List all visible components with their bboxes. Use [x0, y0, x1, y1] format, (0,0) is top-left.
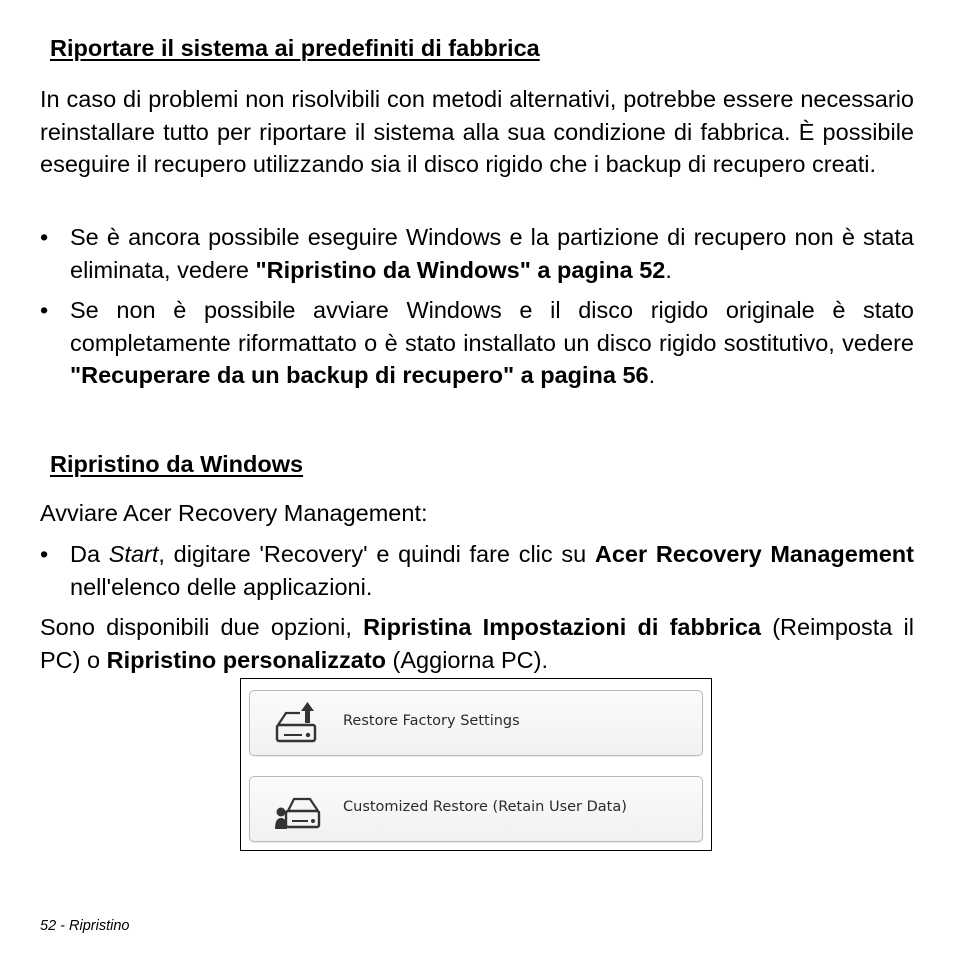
section-heading-factory-reset: Riportare il sistema ai predefiniti di fabbrica: [50, 35, 540, 61]
bullet-dot: •: [40, 297, 49, 323]
option-label: Customized Restore (Retain User Data): [343, 799, 627, 815]
bullet-dot: •: [40, 224, 49, 250]
customized-restore-button[interactable]: [249, 776, 703, 842]
restore-factory-settings-button[interactable]: [249, 690, 703, 756]
drive-user-icon: [274, 787, 322, 833]
list-item: • Da Start, digitare 'Recovery' e quindi fare clic su Acer Recovery Management nell'elenco delle applicazioni.: [40, 538, 914, 603]
cross-reference-link[interactable]: "Recuperare da un backup di recupero" a pagina 56: [70, 362, 649, 388]
option-label: Restore Factory Settings: [343, 713, 520, 729]
bullet-dot: •: [40, 541, 49, 567]
recovery-options-screenshot: [240, 678, 712, 851]
options-paragraph: Sono disponibili due opzioni, Ripristina Impostazioni di fabbrica (Reimposta il PC) o Ripristino personalizzato (Aggiorna PC).: [40, 614, 914, 673]
drive-upload-icon: [274, 701, 322, 747]
section-heading-windows-restore: Ripristino da Windows: [50, 451, 304, 477]
cross-reference-link[interactable]: "Ripristino da Windows" a pagina 52: [255, 256, 666, 283]
intro-paragraph: In caso di problemi non risolvibili con metodi alternativi, potrebbe essere necessario reinstallare tutto per riportare il sistema alla sua condizione di fabbrica. È possibile eseguire il recupero utilizzando sia il disco rigido che i backup di recupero creati.: [40, 86, 914, 177]
list-item: • Se non è possibile avviare Windows e il disco rigido originale è stato completamente riformattato o è stato installato un disco rigido sostitutivo, vedere "Recuperare da un backup di recupero" a pagina 56.: [40, 294, 914, 392]
instruction-paragraph: Avviare Acer Recovery Management:: [40, 500, 428, 526]
page-footer: 52 - Ripristino: [40, 918, 130, 934]
list-item: • Se è ancora possibile eseguire Windows e la partizione di recupero non è stata eliminata, vedere "Ripristino da Windows" a pagina 52.: [40, 221, 914, 286]
